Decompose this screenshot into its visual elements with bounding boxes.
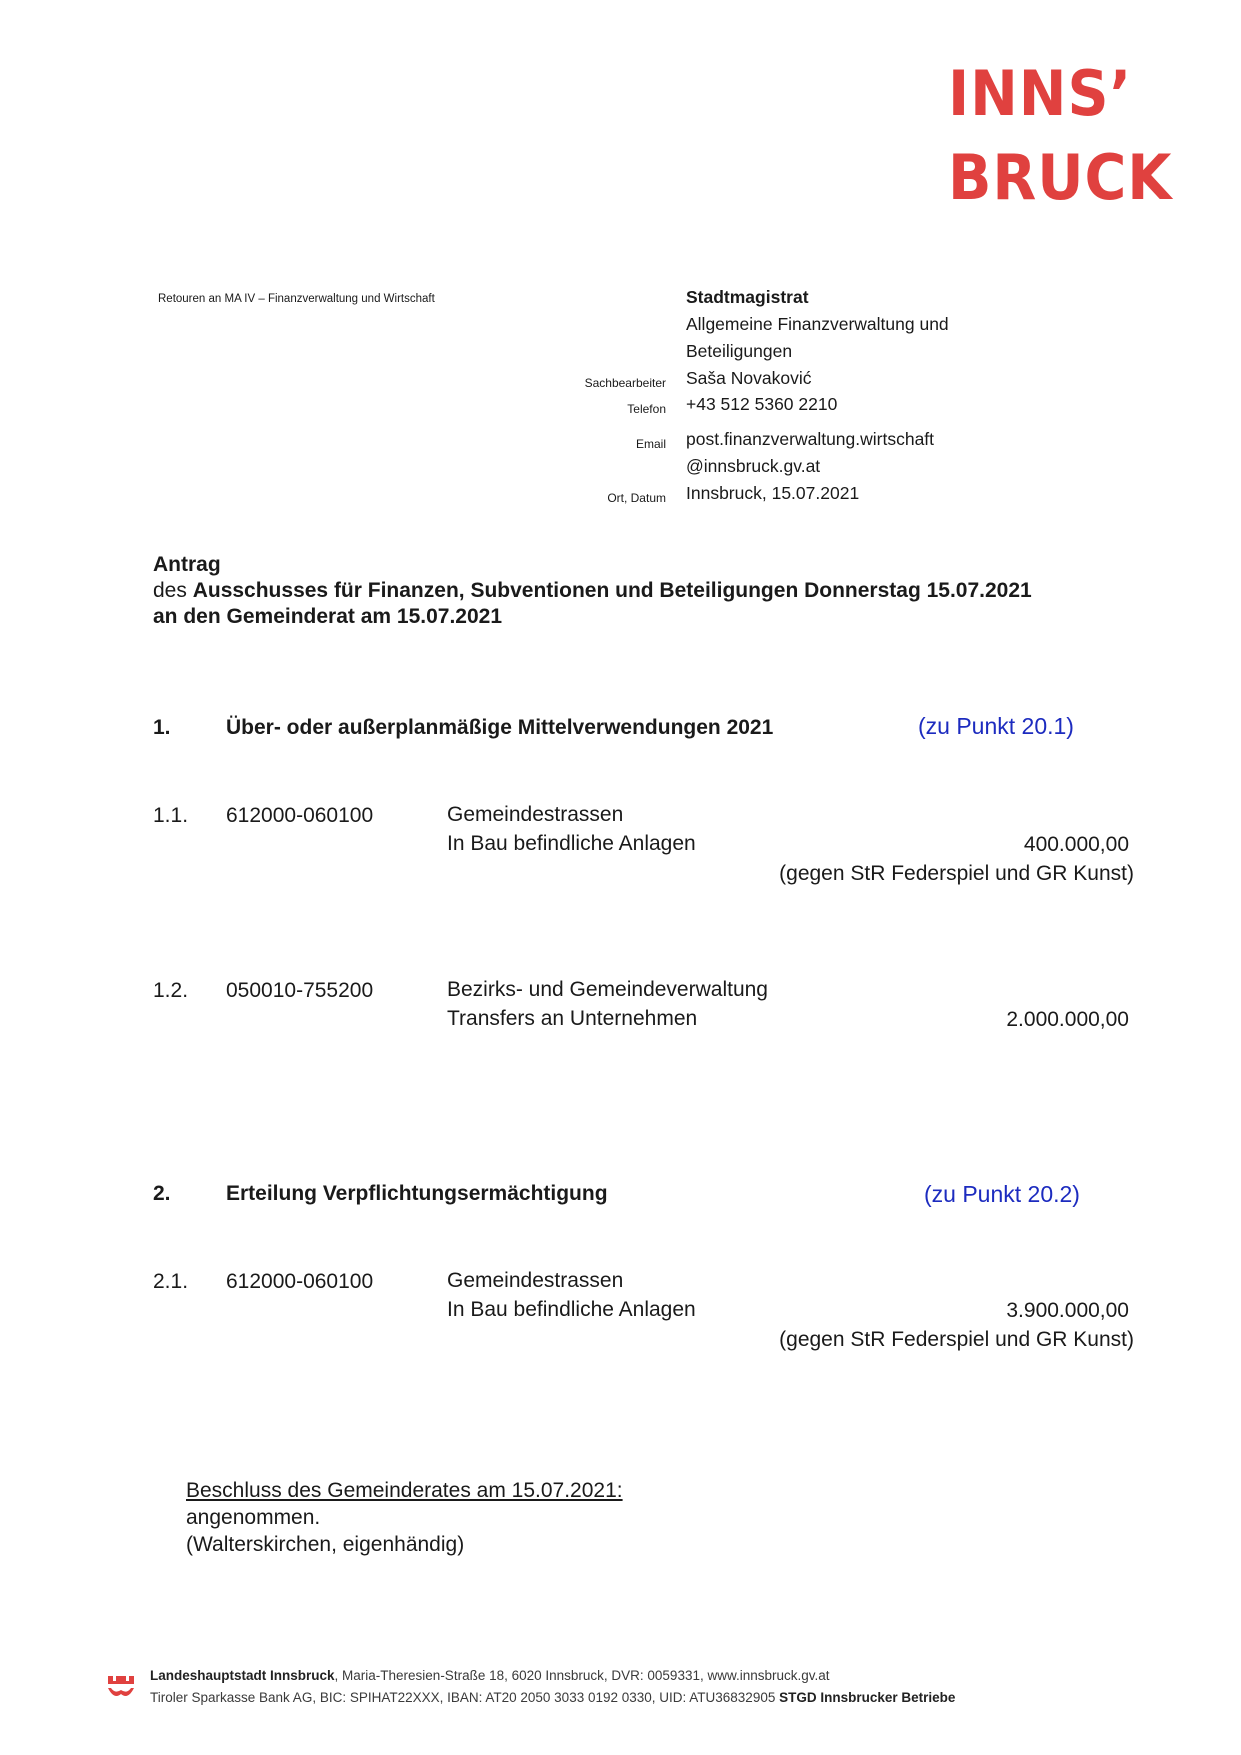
item-1-1-number: 1.1. xyxy=(153,804,189,827)
logo-line-1: INNS’ xyxy=(948,57,1133,130)
phone-number: +43 512 5360 2210 xyxy=(686,394,838,414)
item-1-2-number: 1.2. xyxy=(153,979,189,1002)
title-line-2-bold: Ausschusses für Finanzen, Subventionen und Beteiligungen Donnerstag 15.07.2021 xyxy=(192,579,1032,602)
department-line-1: Allgemeine Finanzverwaltung und xyxy=(686,314,949,334)
decision-signature: (Walterskirchen, eigenhändig) xyxy=(186,1533,465,1556)
item-1-1-description xyxy=(447,800,696,858)
title-line-3: an den Gemeinderat am 15.07.2021 xyxy=(153,605,503,628)
section-2-title: Erteilung Verpflichtungsermächtigung xyxy=(226,1182,608,1205)
logo-line-2: BRUCK xyxy=(948,141,1173,214)
office-name: Stadtmagistrat xyxy=(686,287,809,307)
item-1-1-desc-2: In Bau befindliche Anlagen xyxy=(447,832,696,855)
item-1-2-description xyxy=(447,975,768,1033)
item-2-1-desc-1: Gemeindestrassen xyxy=(447,1269,624,1292)
email-line-2: @innsbruck.gv.at xyxy=(686,456,821,476)
footer-line-1 xyxy=(150,1668,830,1683)
section-2-number: 2. xyxy=(153,1182,171,1205)
title-line-2-prefix: des xyxy=(153,579,193,602)
innsbruck-crest-icon xyxy=(106,1672,136,1702)
return-address: Retouren an MA IV – Finanzverwaltung und Wirtschaft xyxy=(158,293,435,305)
item-1-1-note: (gegen StR Federspiel und GR Kunst) xyxy=(779,862,1134,885)
item-1-2-amount: 2.000.000,00 xyxy=(1006,1008,1129,1031)
item-1-2-desc-1: Bezirks- und Gemeindeverwaltung xyxy=(447,978,768,1001)
clerk-name: Saša Novaković xyxy=(686,368,812,388)
item-1-2-code: 050010-755200 xyxy=(226,979,374,1002)
innsbruck-logo xyxy=(948,52,1198,220)
decision-result: angenommen. xyxy=(186,1506,321,1529)
council-decision xyxy=(186,1477,623,1558)
item-2-1-amount: 3.900.000,00 xyxy=(1006,1299,1129,1322)
item-2-1-number: 2.1. xyxy=(153,1270,189,1293)
item-2-1-note: (gegen StR Federspiel und GR Kunst) xyxy=(779,1328,1134,1351)
footer-bank-details: Tiroler Sparkasse Bank AG, BIC: SPIHAT22XXX, IBAN: AT20 2050 3033 0192 0330, UID: ATU36832905 xyxy=(150,1690,780,1705)
place-date: Innsbruck, 15.07.2021 xyxy=(686,483,860,503)
footer-line-2 xyxy=(150,1690,955,1705)
item-1-1-code: 612000-060100 xyxy=(226,804,374,827)
email-label: Email xyxy=(635,437,666,451)
item-1-2-desc-2: Transfers an Unternehmen xyxy=(447,1007,698,1030)
title-line-1: Antrag xyxy=(153,553,221,576)
email-line-1: post.finanzverwaltung.wirtschaft xyxy=(686,429,935,449)
department-line-2: Beteiligungen xyxy=(686,341,793,361)
clerk-label: Sachbearbeiter xyxy=(584,376,666,390)
document-title xyxy=(153,552,1032,630)
item-2-1-description xyxy=(447,1266,696,1324)
item-1-1-amount: 400.000,00 xyxy=(1023,833,1129,856)
item-2-1-code: 612000-060100 xyxy=(226,1270,374,1293)
footer-city-name: Landeshauptstadt Innsbruck xyxy=(150,1668,335,1683)
section-1-punkt: (zu Punkt 20.1) xyxy=(918,713,1074,739)
section-1-title: Über- oder außerplanmäßige Mittelverwendungen 2021 xyxy=(226,716,774,739)
footer-address: , Maria-Theresien-Straße 18, 6020 Innsbruck, DVR: 0059331, www.innsbruck.gv.at xyxy=(334,1668,830,1683)
footer-stgd: STGD Innsbrucker Betriebe xyxy=(779,1690,956,1705)
decision-heading: Beschluss des Gemeinderates am 15.07.2021: xyxy=(186,1479,623,1502)
section-1-number: 1. xyxy=(153,716,171,739)
phone-label: Telefon xyxy=(627,402,666,416)
item-2-1-desc-2: In Bau befindliche Anlagen xyxy=(447,1298,696,1321)
item-1-1-desc-1: Gemeindestrassen xyxy=(447,803,624,826)
section-2-punkt: (zu Punkt 20.2) xyxy=(924,1181,1080,1207)
title-line-2 xyxy=(153,578,1032,604)
place-date-label: Ort, Datum xyxy=(607,491,666,505)
